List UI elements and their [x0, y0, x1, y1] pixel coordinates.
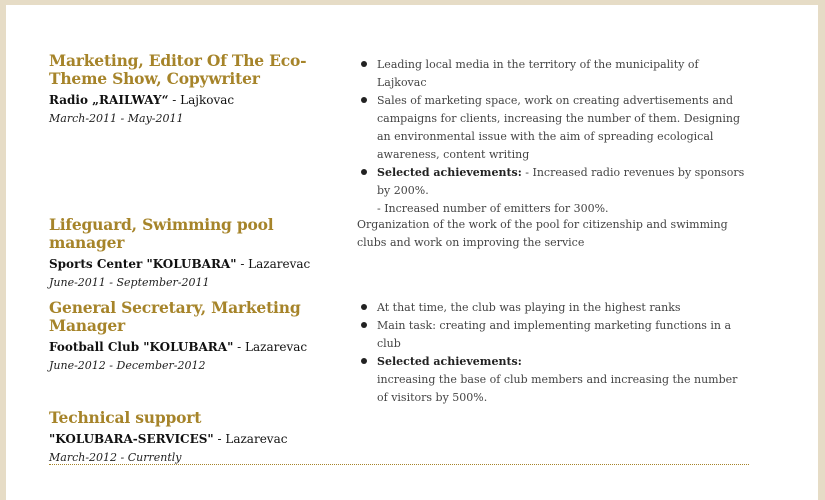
duty-item: At that time, the club was playing in the highest ranks [377, 299, 749, 317]
resume-sheet [6, 5, 818, 500]
job-header [49, 409, 349, 465]
achievement-text: - Increased radio revenues by sponsors by 200%. [377, 166, 745, 197]
job-company [49, 431, 349, 447]
section-divider [49, 464, 749, 465]
job-dates: March-2012 - Currently [49, 451, 182, 464]
job-company [49, 339, 349, 355]
job-title: General Secretary, Marketing Manager [49, 298, 301, 335]
job-dates: June-2012 - December-2012 [49, 359, 206, 372]
job-header [49, 52, 349, 126]
job-dates: March-2011 - May-2011 [49, 112, 184, 125]
achievement-item [377, 353, 749, 407]
achievement-text: increasing the base of club members and increasing the number of visitors by 500%. [377, 373, 738, 404]
job-details [357, 299, 749, 407]
company-location: - Lazarevac [236, 257, 311, 271]
job-dates: June-2011 - September-2011 [49, 276, 210, 289]
duties-list [357, 56, 749, 218]
job-company [49, 256, 349, 272]
achievement-item [377, 164, 749, 218]
job-description: Organization of the work of the pool for citizenship and swimming clubs and work on improving the service [357, 218, 728, 249]
duties-list [357, 299, 749, 407]
job-title: Marketing, Editor Of The Eco-Theme Show, Copywriter [49, 51, 307, 88]
company-location: - Lazarevac [233, 340, 308, 354]
job-company [49, 92, 349, 108]
job-title: Technical support [49, 408, 202, 427]
duty-item: Main task: creating and implementing marketing functions in a club [377, 317, 749, 353]
job-title: Lifeguard, Swimming pool manager [49, 215, 274, 252]
company-name: Sports Center "KOLUBARA" [49, 257, 237, 271]
achievement-label: Selected achievements: [377, 355, 522, 368]
job-header [49, 216, 349, 290]
company-name: Radio „RAILWAY“ [49, 93, 169, 107]
duty-item: Sales of marketing space, work on creating advertisements and campaigns for clients, increasing the number of them. Designing an environmental issue with the aim of spreading ecological awareness, content writing [377, 92, 749, 164]
job-header [49, 299, 349, 373]
achievement-text-2: - Increased number of emitters for 300%. [377, 202, 609, 215]
duty-item: Leading local media in the territory of the municipality of Lajkovac [377, 56, 749, 92]
achievement-label: Selected achievements: [377, 166, 522, 179]
job-details [357, 216, 749, 252]
company-name: Football Club "KOLUBARA" [49, 340, 234, 354]
job-details [357, 56, 749, 218]
company-location: - Lajkovac [168, 93, 235, 107]
company-name: "KOLUBARA-SERVICES" [49, 432, 214, 446]
company-location: - Lazarevac [213, 432, 288, 446]
